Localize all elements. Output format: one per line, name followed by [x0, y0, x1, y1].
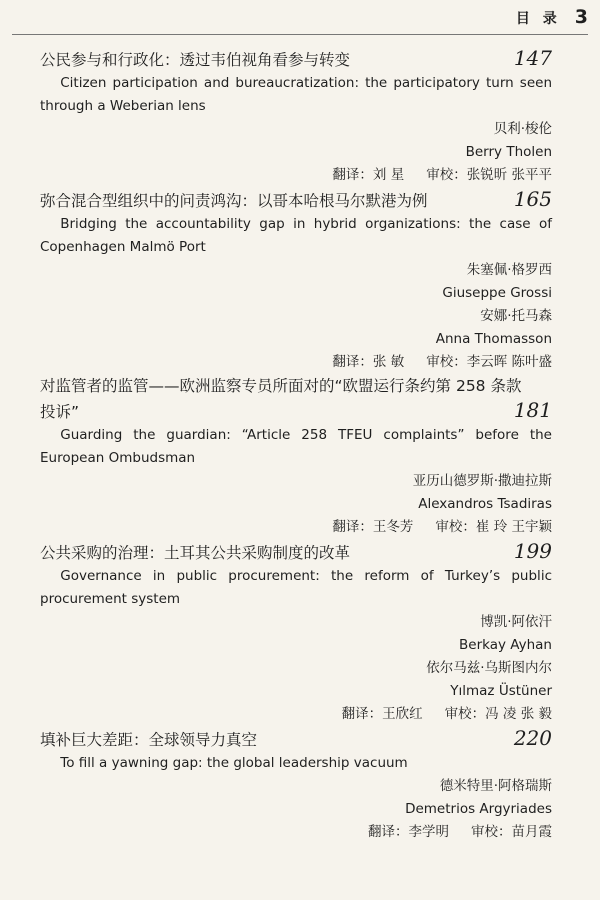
entry-title-zh: 公民参与和行政化：透过韦伯视角看参与转变	[40, 51, 351, 69]
author-name-zh: 朱塞佩·格罗西	[466, 262, 552, 278]
entry-credits	[40, 703, 552, 726]
toc-entry	[40, 539, 552, 726]
entry-title-zh: 填补巨大差距：全球领导力真空	[40, 731, 258, 749]
entry-credits	[40, 821, 552, 844]
entry-title-zh-continued: 投诉”	[40, 403, 80, 421]
entry-title-en: To fill a yawning gap: the global leadership vacuum	[60, 755, 408, 771]
entry-title-row[interactable]	[40, 46, 552, 72]
entry-page-number: 199	[513, 539, 552, 563]
author-name-zh: 博凯·阿依汗	[480, 614, 552, 630]
entry-authors	[40, 775, 552, 821]
entry-credits	[40, 164, 552, 187]
toc-entry	[40, 374, 552, 539]
translator: 翻译：王冬芳	[332, 519, 414, 535]
translator: 翻译：张 敏	[332, 354, 405, 370]
author-name-en: Giuseppe Grossi	[442, 285, 552, 301]
entry-title-row[interactable]	[40, 398, 552, 424]
entry-title-en: Governance in public procurement: the reform of Turkey’s public procurement system	[40, 568, 552, 607]
reviewer: 审校：张锐昕 张平平	[426, 167, 552, 183]
author-name-en: Anna Thomasson	[435, 331, 552, 347]
section-label: 目 录	[515, 11, 561, 27]
entry-title-zh[interactable]: 对监管者的监管——欧洲监察专员所面对的“欧盟运行条约第 258 条款	[40, 377, 522, 395]
entry-title-en: Guarding the guardian: “Article 258 TFEU complaints” before the European Ombudsman	[40, 427, 552, 466]
author-name-en: Yılmaz Üstüner	[450, 683, 552, 699]
author-name-en: Alexandros Tsadiras	[418, 496, 552, 512]
toc-entry	[40, 187, 552, 374]
toc-list	[40, 46, 552, 844]
header-rule	[12, 34, 588, 35]
entry-title-zh: 弥合混合型组织中的问责鸿沟：以哥本哈根马尔默港为例	[40, 192, 428, 210]
author-name-zh: 德米特里·阿格瑞斯	[439, 778, 552, 794]
author-name-zh: 贝利·梭伦	[493, 121, 552, 137]
entry-title-row[interactable]	[40, 187, 552, 213]
translator: 翻译：刘 星	[332, 167, 405, 183]
entry-title-zh: 公共采购的治理：土耳其公共采购制度的改革	[40, 544, 351, 562]
reviewer: 审校：崔 玲 王宇颖	[435, 519, 552, 535]
entry-authors	[40, 118, 552, 164]
running-head	[516, 6, 588, 28]
entry-credits	[40, 516, 552, 539]
entry-title-row[interactable]	[40, 539, 552, 565]
translator: 翻译：王欣红	[341, 706, 423, 722]
entry-page-number: 181	[513, 398, 552, 422]
reviewer: 审校：苗月霞	[471, 824, 552, 840]
author-name-zh: 依尔马兹·乌斯图内尔	[426, 660, 552, 676]
header-page-number: 3	[574, 6, 588, 28]
entry-page-number: 147	[513, 46, 552, 70]
entry-title-row[interactable]	[40, 726, 552, 752]
entry-credits	[40, 351, 552, 374]
author-name-en: Berry Tholen	[465, 144, 552, 160]
entry-page-number: 220	[513, 726, 552, 750]
entry-page-number: 165	[513, 187, 552, 211]
author-name-en: Berkay Ayhan	[459, 637, 552, 653]
entry-authors	[40, 611, 552, 703]
entry-authors	[40, 470, 552, 516]
author-name-zh: 亚历山德罗斯·撒迪拉斯	[412, 473, 552, 489]
toc-entry	[40, 46, 552, 187]
reviewer: 审校：李云晖 陈叶盛	[426, 354, 552, 370]
entry-authors	[40, 259, 552, 351]
translator: 翻译：李学明	[368, 824, 449, 840]
reviewer: 审校：冯 凌 张 毅	[444, 706, 552, 722]
author-name-en: Demetrios Argyriades	[405, 801, 552, 817]
entry-title-en: Citizen participation and bureaucratization: the participatory turn seen through a Weberian lens	[40, 75, 552, 114]
toc-entry	[40, 726, 552, 844]
author-name-zh: 安娜·托马森	[480, 308, 552, 324]
entry-title-en: Bridging the accountability gap in hybrid organizations: the case of Copenhagen Malmö Port	[40, 216, 552, 255]
